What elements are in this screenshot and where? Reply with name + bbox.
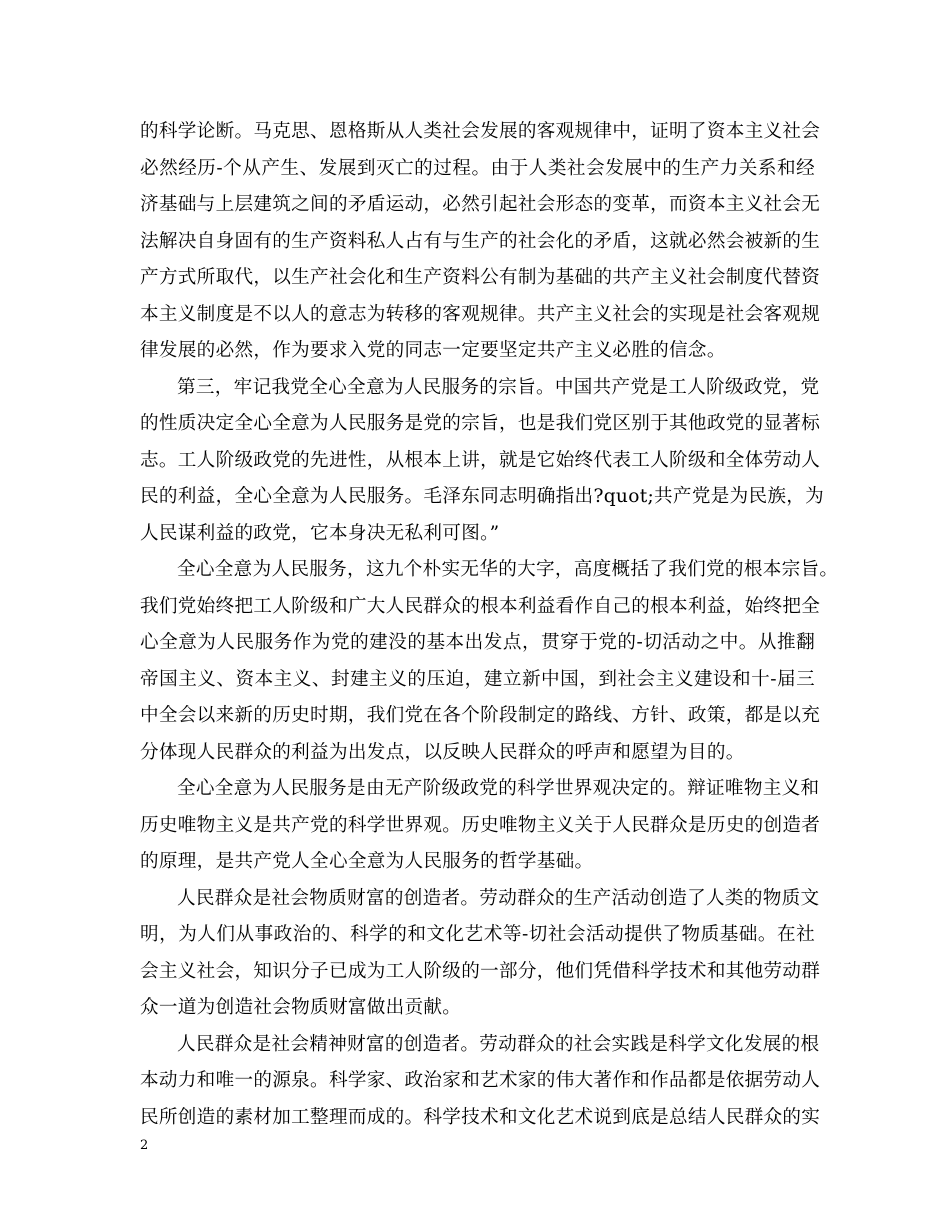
text-line: 济基础与上层建筑之间的矛盾运动，必然引起社会形态的变革，而资本主义社会无 — [140, 194, 821, 215]
page-number: 2 — [140, 1138, 149, 1153]
text-line: 法解决自身固有的生产资料私人占有与生产的社会化的矛盾，这就必然会被新的生 — [140, 230, 821, 252]
text-line: 心全意为人民服务作为党的建没的基本出发点，贯穿于党的-切活动之中。从推翻 — [140, 632, 815, 653]
text-line: 中全会以来新的历史时期，我们党在各个阶段制定的路线、方针、政策，都是以充 — [140, 705, 821, 726]
text-line: 会主义社会，知识分子已成为工人阶级的一部分，他们凭借科学技术和其他劳动群 — [140, 960, 821, 982]
text-line: 人民群众是社会精神财富的创造者。劳动群众的社会实践是科学文化发展的根 — [177, 1033, 820, 1055]
paragraph — [140, 114, 821, 370]
paragraph — [140, 881, 821, 1027]
text-line: 明，为人们从事政治的、科学的和文化艺术等-切社会活动提供了物质基础。在社 — [140, 924, 815, 945]
paragraph — [140, 552, 839, 771]
text-line: 我们党始终把工人阶级和广大人民群众的根本利益看作自己的根本利益，始终把全 — [140, 595, 821, 617]
text-line: 产方式所取代，以生产社会化和生产资料公有制为基础的共产主义社会制度代替资 — [140, 267, 821, 288]
text-line: 民的利益，全心全意为人民服务。毛泽东同志明确指出?quot;共产党是为民族，为 — [140, 486, 825, 507]
text-line: 必然经历-个从产生、发展到灭亡的过程。由于人类社会发展中的生产力关系和经 — [140, 157, 815, 179]
text-line: 帝国主义、资本主义、封建主义的压迫，建立新中国，到社会主义建设和十-届三 — [140, 668, 815, 690]
text-line: 的原理，是共产党人全心全意为人民服务的哲学基础。 — [140, 851, 594, 872]
text-line: 志。工人阶级政党的先进性，从根本上讲，就是它始终代表工人阶级和全体劳动人 — [140, 449, 821, 471]
text-line: 本主义制度是不以人的意志为转移的客观规律。共产主义社会的实现是社会客观规 — [140, 303, 821, 325]
text-line: 众一道为创造社会物质财富做出贡献。 — [140, 997, 462, 1018]
document-body — [140, 114, 839, 1136]
text-line: 的性质决定全心全意为人民服务是党的宗旨，也是我们党区别于其他政党的显著标 — [140, 413, 821, 434]
paragraph — [140, 1027, 821, 1137]
text-line: 本动力和唯一的源泉。科学家、政治家和艺术家的伟大著作和作品都是依据劳动人 — [140, 1070, 821, 1091]
text-line: 全心全意为人民服务，这九个朴实无华的大字，高度概括了我们党的根本宗旨。 — [177, 559, 839, 580]
text-line: 民所创造的素材加工整理而成的。科学技术和文化艺术说到底是总结人民群众的实 — [140, 1106, 821, 1128]
paragraph — [140, 370, 825, 553]
text-line: 第三，牢记我党全心全意为人民服务的宗旨。中国共产党是工人阶级政党，党 — [177, 376, 820, 398]
text-line: 的科学论断。马克思、恩格斯从人类社会发展的客观规律中，证明了资本主义社会 — [140, 121, 821, 142]
text-line: 人民群众是社会物质财富的创造者。劳动群众的生产活动创造了人类的物质文 — [177, 887, 820, 909]
text-line: 人民谋利益的政党，它本身决无私利可图。” — [140, 522, 500, 544]
text-line: 分体现人民群众的利益为出发点，以反映人民群众的呼声和愿望为目的。 — [140, 741, 745, 763]
paragraph — [140, 771, 821, 881]
text-line: 律发展的必然，作为要求入党的同志一定要坚定共产主义必胜的信念。 — [140, 340, 726, 361]
text-line: 全心全意为人民服务是由无产阶级政党的科学世界观决定的。辩证唯物主义和 — [177, 778, 820, 799]
text-line: 历史唯物主义是共产党的科学世界观。历史唯物主义关于人民群众是历史的创造者 — [140, 814, 821, 836]
